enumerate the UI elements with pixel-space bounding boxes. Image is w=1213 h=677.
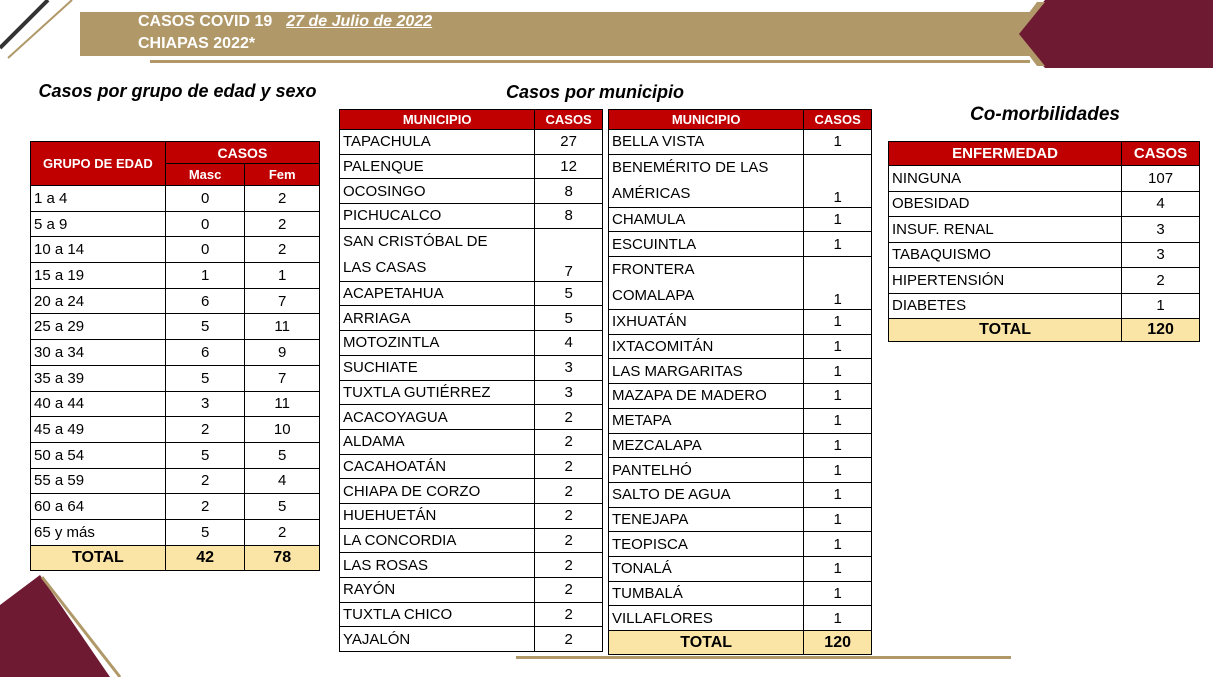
col-municipio: MUNICIPIO bbox=[340, 110, 535, 130]
municipio-name bbox=[340, 553, 535, 578]
table-row bbox=[31, 314, 320, 340]
table-row bbox=[340, 553, 603, 578]
table-row bbox=[340, 331, 603, 356]
municipio-name bbox=[609, 207, 804, 232]
table-row bbox=[609, 384, 872, 409]
age-group: 25 a 29 bbox=[31, 314, 166, 340]
edad-table bbox=[30, 141, 320, 571]
municipio-name-line1: BELLA VISTA bbox=[612, 133, 705, 151]
total-value: 120 bbox=[1122, 319, 1200, 342]
municipio-cases: 1 bbox=[804, 532, 872, 557]
municipio-name-line1: MOTOZINTLA bbox=[343, 334, 440, 352]
masc-cases: 6 bbox=[165, 288, 245, 314]
table-row bbox=[609, 359, 872, 384]
municipio-name-line1: SALTO DE AGUA bbox=[612, 486, 731, 504]
municipio-name-line1: IXTACOMITÁN bbox=[612, 338, 714, 356]
total-label: TOTAL bbox=[609, 631, 804, 655]
table-row bbox=[340, 405, 603, 430]
header-underline bbox=[150, 60, 1030, 63]
municipio-name bbox=[340, 503, 535, 528]
disease-cases: 3 bbox=[1122, 217, 1200, 243]
table-row bbox=[31, 442, 320, 468]
table-row bbox=[340, 578, 603, 603]
disease-name: HIPERTENSIÓN bbox=[889, 268, 1122, 294]
table-row bbox=[31, 417, 320, 443]
masc-cases: 2 bbox=[165, 468, 245, 494]
municipio-name-line1: PALENQUE bbox=[343, 158, 424, 176]
municipio-name bbox=[609, 232, 804, 257]
fem-cases: 7 bbox=[245, 288, 320, 314]
total-fem: 78 bbox=[245, 545, 320, 570]
table-row bbox=[340, 479, 603, 504]
table-row bbox=[340, 429, 603, 454]
age-group: 20 a 24 bbox=[31, 288, 166, 314]
col-casos: CASOS bbox=[1122, 142, 1200, 166]
table-row bbox=[889, 166, 1200, 192]
municipio-name bbox=[340, 627, 535, 652]
municipio-name-line1: TENEJAPA bbox=[612, 510, 689, 528]
masc-cases: 0 bbox=[165, 237, 245, 263]
municipio-name-line1: TUXTLA CHICO bbox=[343, 606, 453, 624]
municipio-name bbox=[340, 331, 535, 356]
municipio-name bbox=[609, 556, 804, 581]
table-row bbox=[340, 306, 603, 331]
table-row bbox=[31, 186, 320, 212]
fem-cases: 2 bbox=[245, 237, 320, 263]
table-row bbox=[31, 211, 320, 237]
total-label: TOTAL bbox=[889, 319, 1122, 342]
table-row bbox=[889, 217, 1200, 243]
municipio-cases: 1 bbox=[804, 334, 872, 359]
fem-cases: 4 bbox=[245, 468, 320, 494]
table-row bbox=[340, 204, 603, 229]
masc-cases: 1 bbox=[165, 263, 245, 289]
municipio-cases: 1 bbox=[804, 408, 872, 433]
municipio-name bbox=[340, 528, 535, 553]
municipio-cases: 1 bbox=[804, 433, 872, 458]
masc-cases: 0 bbox=[165, 211, 245, 237]
table-row bbox=[340, 528, 603, 553]
total-row bbox=[889, 319, 1200, 342]
municipio-name-line1: BENEMÉRITO DE LAS bbox=[612, 158, 769, 176]
municipio-name bbox=[340, 154, 535, 179]
municipio-name bbox=[609, 310, 804, 335]
col-municipio: MUNICIPIO bbox=[609, 110, 804, 130]
comorb-title: Co-morbilidades bbox=[970, 104, 1120, 125]
municipio-name bbox=[340, 454, 535, 479]
disease-name: DIABETES bbox=[889, 293, 1122, 319]
municipio-name-line1: ALDAMA bbox=[343, 433, 405, 451]
municipio-name bbox=[609, 130, 804, 155]
table-row bbox=[609, 458, 872, 483]
disease-name: INSUF. RENAL bbox=[889, 217, 1122, 243]
fem-cases: 11 bbox=[245, 314, 320, 340]
municipio-name bbox=[340, 429, 535, 454]
municipio-title: Casos por municipio bbox=[505, 82, 685, 102]
table-row bbox=[889, 293, 1200, 319]
fem-cases: 2 bbox=[245, 519, 320, 545]
header-date: 27 de Julio de 2022 bbox=[286, 13, 433, 30]
municipio-cases: 2 bbox=[535, 528, 603, 553]
masc-cases: 5 bbox=[165, 442, 245, 468]
municipio-name bbox=[609, 507, 804, 532]
col-fem: Fem bbox=[245, 164, 320, 186]
table-row bbox=[609, 232, 872, 257]
col-masc: Masc bbox=[165, 164, 245, 186]
municipio-name-line1: ACAPETAHUA bbox=[343, 285, 444, 303]
fem-cases: 11 bbox=[245, 391, 320, 417]
header-title-line1: CASOS COVID 19 27 de Julio de 2022 bbox=[138, 13, 433, 30]
municipio-name bbox=[609, 532, 804, 557]
masc-cases: 2 bbox=[165, 417, 245, 443]
municipio-name bbox=[340, 281, 535, 306]
age-group: 50 a 54 bbox=[31, 442, 166, 468]
municipio-name-line1: SAN CRISTÓBAL DE bbox=[343, 232, 488, 250]
col-casos: CASOS bbox=[535, 110, 603, 130]
table-row bbox=[609, 581, 872, 606]
municipio-name bbox=[340, 380, 535, 405]
fem-cases: 1 bbox=[245, 263, 320, 289]
table-row bbox=[609, 207, 872, 232]
municipio-cases: 1 bbox=[804, 359, 872, 384]
municipio-name bbox=[340, 204, 535, 229]
municipio-cases: 1 bbox=[804, 507, 872, 532]
municipio-name bbox=[340, 306, 535, 331]
age-group: 60 a 64 bbox=[31, 494, 166, 520]
municipio-cases: 2 bbox=[535, 405, 603, 430]
municipio-name-line1: TONALÁ bbox=[612, 560, 672, 578]
table-row bbox=[889, 191, 1200, 217]
table-row bbox=[340, 380, 603, 405]
municipio-cases: 3 bbox=[535, 380, 603, 405]
municipio-cases: 2 bbox=[535, 602, 603, 627]
municipio-cases: 1 bbox=[804, 581, 872, 606]
table-row bbox=[31, 519, 320, 545]
municipio-cases: 1 bbox=[804, 482, 872, 507]
table-row bbox=[609, 130, 872, 155]
municipio-name-line2: LAS CASAS bbox=[343, 258, 427, 276]
municipio-cases: 7 bbox=[535, 228, 603, 281]
disease-cases: 2 bbox=[1122, 268, 1200, 294]
municipio-name-line1: MAZAPA DE MADERO bbox=[612, 387, 767, 405]
fem-cases: 5 bbox=[245, 442, 320, 468]
table-row bbox=[31, 263, 320, 289]
municipio-cases: 2 bbox=[535, 503, 603, 528]
col-grupo-edad: GRUPO DE EDAD bbox=[31, 142, 166, 186]
table-row bbox=[609, 433, 872, 458]
municipio-name-line1: SUCHIATE bbox=[343, 359, 418, 377]
municipio-name-line1: FRONTERA bbox=[612, 261, 695, 279]
table-row bbox=[340, 503, 603, 528]
total-masc: 42 bbox=[165, 545, 245, 570]
municipio-name bbox=[340, 228, 535, 281]
municipio-name-line1: LAS ROSAS bbox=[343, 556, 429, 574]
municipio-cases: 1 bbox=[804, 606, 872, 631]
municipio-name-line1: LAS MARGARITAS bbox=[612, 362, 743, 380]
municipio-name-line1: LA CONCORDIA bbox=[343, 531, 457, 549]
municipio-cases: 2 bbox=[535, 553, 603, 578]
municipio-name-line1: ARRIAGA bbox=[343, 309, 411, 327]
table-row bbox=[31, 391, 320, 417]
table-row bbox=[31, 288, 320, 314]
age-group: 5 a 9 bbox=[31, 211, 166, 237]
age-group: 30 a 34 bbox=[31, 340, 166, 366]
municipio-cases: 1 bbox=[804, 458, 872, 483]
municipio-name bbox=[340, 179, 535, 204]
table-row bbox=[889, 242, 1200, 268]
municipio-name bbox=[340, 130, 535, 155]
municipio-cases: 8 bbox=[535, 204, 603, 229]
municipio-name-line1: PICHUCALCO bbox=[343, 207, 442, 225]
municipio-name bbox=[609, 257, 804, 310]
table-row bbox=[609, 507, 872, 532]
age-group: 45 a 49 bbox=[31, 417, 166, 443]
table-row bbox=[609, 154, 872, 207]
municipio-name-line2: AMÉRICAS bbox=[612, 184, 691, 202]
table-row bbox=[340, 179, 603, 204]
municipio-name-line2: COMALAPA bbox=[612, 287, 695, 305]
masc-cases: 5 bbox=[165, 365, 245, 391]
table-row bbox=[31, 494, 320, 520]
municipio-cases: 12 bbox=[535, 154, 603, 179]
municipio-name-line1: TUXTLA GUTIÉRREZ bbox=[343, 383, 491, 401]
municipio-cases: 1 bbox=[804, 232, 872, 257]
municipio-name bbox=[609, 384, 804, 409]
comorbilidades-table bbox=[888, 141, 1200, 342]
disease-name: TABAQUISMO bbox=[889, 242, 1122, 268]
municipio-table-left bbox=[339, 109, 603, 652]
municipio-cases: 1 bbox=[804, 384, 872, 409]
municipio-cases: 1 bbox=[804, 207, 872, 232]
municipio-cases: 5 bbox=[535, 281, 603, 306]
municipio-name bbox=[340, 479, 535, 504]
table-row bbox=[340, 154, 603, 179]
municipio-name-line1: TUMBALÁ bbox=[612, 584, 683, 602]
disease-cases: 4 bbox=[1122, 191, 1200, 217]
edad-title: Casos por grupo de edad y sexo bbox=[38, 81, 317, 101]
fem-cases: 9 bbox=[245, 340, 320, 366]
fem-cases: 7 bbox=[245, 365, 320, 391]
municipio-name-line1: CHAMULA bbox=[612, 211, 686, 229]
col-casos: CASOS bbox=[165, 142, 319, 164]
municipio-name-line1: CHIAPA DE CORZO bbox=[343, 482, 481, 500]
header-title-line2: CHIAPAS 2022* bbox=[138, 35, 256, 52]
municipio-name bbox=[340, 578, 535, 603]
municipio-name-line1: RAYÓN bbox=[343, 581, 396, 599]
masc-cases: 6 bbox=[165, 340, 245, 366]
municipio-cases: 4 bbox=[535, 331, 603, 356]
col-enfermedad: ENFERMEDAD bbox=[889, 142, 1122, 166]
age-group: 65 y más bbox=[31, 519, 166, 545]
disease-name: OBESIDAD bbox=[889, 191, 1122, 217]
bottom-left-decoration bbox=[0, 575, 140, 677]
table-row bbox=[609, 257, 872, 310]
municipio-name-line1: HUEHUETÁN bbox=[343, 507, 437, 525]
age-group: 1 a 4 bbox=[31, 186, 166, 212]
table-row bbox=[609, 606, 872, 631]
municipio-name bbox=[609, 458, 804, 483]
table-row bbox=[609, 532, 872, 557]
municipio-cases: 1 bbox=[804, 556, 872, 581]
fem-cases: 10 bbox=[245, 417, 320, 443]
table-row bbox=[340, 454, 603, 479]
municipio-name-line1: METAPA bbox=[612, 412, 672, 430]
disease-cases: 3 bbox=[1122, 242, 1200, 268]
table-row bbox=[340, 627, 603, 652]
table-row bbox=[340, 228, 603, 281]
municipio-name bbox=[609, 606, 804, 631]
municipio-cases: 2 bbox=[535, 454, 603, 479]
disease-cases: 107 bbox=[1122, 166, 1200, 192]
footer-line bbox=[516, 656, 1011, 659]
municipio-name bbox=[340, 602, 535, 627]
table-row bbox=[31, 237, 320, 263]
municipio-cases: 8 bbox=[535, 179, 603, 204]
municipio-name-line1: VILLAFLORES bbox=[612, 609, 713, 627]
table-row bbox=[609, 408, 872, 433]
age-group: 55 a 59 bbox=[31, 468, 166, 494]
municipio-name bbox=[609, 154, 804, 207]
table-row bbox=[31, 365, 320, 391]
municipio-name bbox=[609, 581, 804, 606]
municipio-name bbox=[340, 355, 535, 380]
municipio-cases: 2 bbox=[535, 429, 603, 454]
table-row bbox=[31, 468, 320, 494]
municipio-name-line1: ACACOYAGUA bbox=[343, 408, 448, 426]
municipio-name-line1: MEZCALAPA bbox=[612, 436, 702, 454]
municipio-cases: 1 bbox=[804, 310, 872, 335]
corner-decoration bbox=[0, 0, 80, 80]
municipio-name bbox=[340, 405, 535, 430]
disease-cases: 1 bbox=[1122, 293, 1200, 319]
table-row bbox=[340, 355, 603, 380]
fem-cases: 5 bbox=[245, 494, 320, 520]
municipio-name bbox=[609, 359, 804, 384]
municipio-cases: 1 bbox=[804, 130, 872, 155]
municipio-name-line1: YAJALÓN bbox=[343, 630, 411, 648]
municipio-cases: 1 bbox=[804, 154, 872, 207]
municipio-name-line1: PANTELHÓ bbox=[612, 461, 692, 479]
total-row bbox=[609, 631, 872, 655]
col-casos: CASOS bbox=[804, 110, 872, 130]
municipio-name bbox=[609, 482, 804, 507]
municipio-name bbox=[609, 408, 804, 433]
municipio-name-line1: TEOPISCA bbox=[612, 535, 688, 553]
municipio-cases: 2 bbox=[535, 578, 603, 603]
total-row bbox=[31, 545, 320, 570]
fem-cases: 2 bbox=[245, 186, 320, 212]
municipio-cases: 2 bbox=[535, 627, 603, 652]
municipio-cases: 27 bbox=[535, 130, 603, 155]
table-row bbox=[609, 310, 872, 335]
table-row bbox=[340, 130, 603, 155]
total-value: 120 bbox=[804, 631, 872, 655]
table-row bbox=[609, 482, 872, 507]
age-group: 15 a 19 bbox=[31, 263, 166, 289]
masc-cases: 0 bbox=[165, 186, 245, 212]
table-row bbox=[609, 556, 872, 581]
table-row bbox=[889, 268, 1200, 294]
municipio-name-line1: OCOSINGO bbox=[343, 182, 426, 200]
masc-cases: 2 bbox=[165, 494, 245, 520]
municipio-name-line1: CACAHOATÁN bbox=[343, 457, 447, 475]
municipio-name bbox=[609, 334, 804, 359]
table-row bbox=[609, 334, 872, 359]
disease-name: NINGUNA bbox=[889, 166, 1122, 192]
municipio-name-line1: IXHUATÁN bbox=[612, 313, 687, 331]
table-row bbox=[31, 340, 320, 366]
municipio-table-right bbox=[608, 109, 872, 655]
municipio-cases: 3 bbox=[535, 355, 603, 380]
age-group: 10 a 14 bbox=[31, 237, 166, 263]
municipio-cases: 1 bbox=[804, 257, 872, 310]
total-label: TOTAL bbox=[31, 545, 166, 570]
top-right-banner bbox=[1015, 0, 1213, 68]
fem-cases: 2 bbox=[245, 211, 320, 237]
masc-cases: 5 bbox=[165, 519, 245, 545]
municipio-cases: 2 bbox=[535, 479, 603, 504]
table-row bbox=[340, 602, 603, 627]
municipio-name bbox=[609, 433, 804, 458]
masc-cases: 3 bbox=[165, 391, 245, 417]
table-row bbox=[340, 281, 603, 306]
masc-cases: 5 bbox=[165, 314, 245, 340]
age-group: 40 a 44 bbox=[31, 391, 166, 417]
municipio-name-line1: ESCUINTLA bbox=[612, 235, 697, 253]
age-group: 35 a 39 bbox=[31, 365, 166, 391]
municipio-cases: 5 bbox=[535, 306, 603, 331]
municipio-name-line1: TAPACHULA bbox=[343, 133, 431, 151]
